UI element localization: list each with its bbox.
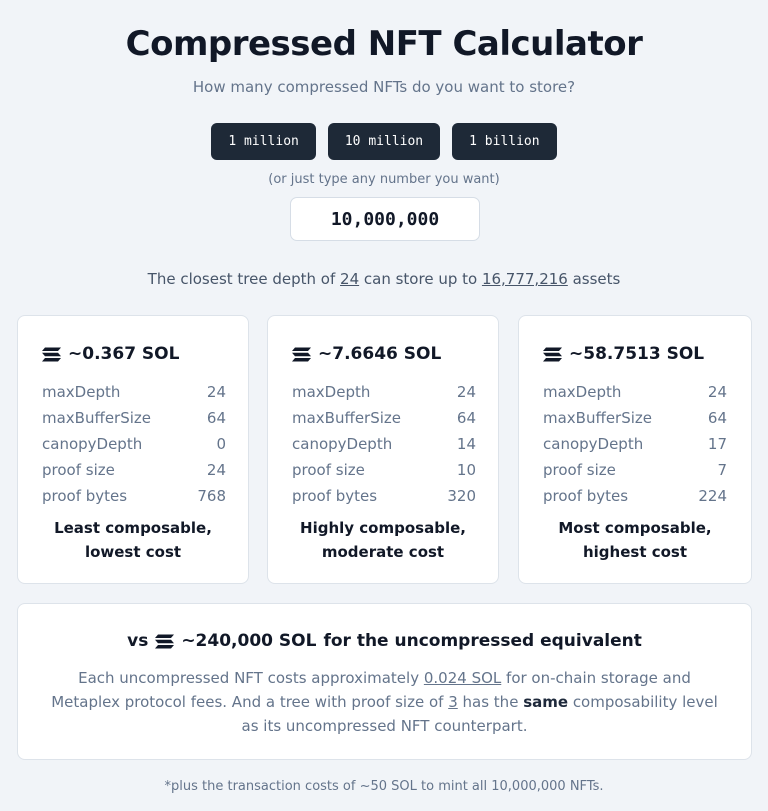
param-row [292,457,476,483]
solana-icon [543,347,562,362]
param-label: maxBufferSize [292,409,401,427]
param-label: maxBufferSize [42,409,151,427]
param-value: 24 [456,383,476,401]
param-value: 24 [707,383,727,401]
param-value: 320 [447,487,476,505]
param-row [292,379,476,405]
card-description-line: Most composable, [558,519,712,537]
vs-label: vs [127,631,149,651]
comparison-suffix: for the uncompressed equivalent [323,631,642,651]
param-value: 24 [206,383,226,401]
comparison-explanation [48,666,721,738]
param-value: 64 [456,409,476,427]
param-label: proof size [543,461,616,479]
uncompressed-cost-value: ~240,000 SOL [181,631,317,651]
comparison-heading [18,631,751,651]
explanation-text: has the [457,693,524,711]
card-description-line: Highly composable, [300,519,466,537]
transaction-cost-footnote: *plus the transaction costs of ~50 SOL to mint all 10,000,000 NFTs. [164,779,604,794]
param-label: canopyDepth [292,435,393,453]
param-row [292,483,476,509]
param-value: 17 [707,435,727,453]
summary-suffix: assets [567,270,621,288]
param-row [292,431,476,457]
tree-params-list [42,379,226,509]
param-label: maxBufferSize [543,409,652,427]
tree-depth-summary [0,270,768,288]
param-label: canopyDepth [42,435,143,453]
per-nft-cost: 0.024 SOL [423,669,502,687]
param-row [42,457,226,483]
tree-params-list [543,379,727,509]
preset-1-million-button[interactable]: 1 million [211,123,315,160]
param-value: 64 [707,409,727,427]
custom-number-hint: (or just type any number you want) [268,172,500,187]
param-label: proof bytes [292,487,378,505]
tree-depth-value: 24 [340,270,360,288]
card-cost-value: ~58.7513 SOL [569,344,705,364]
param-row [543,379,727,405]
card-description [268,516,498,564]
card-cost [543,344,704,364]
param-row [42,483,226,509]
card-description [519,516,751,564]
param-label: proof bytes [543,487,629,505]
param-row [42,379,226,405]
summary-prefix: The closest tree depth of [147,270,341,288]
solana-icon [292,347,311,362]
param-value: 10 [456,461,476,479]
card-cost [42,344,179,364]
param-label: proof size [292,461,365,479]
preset-buttons [0,123,768,160]
param-value: 7 [717,461,727,479]
param-label: maxDepth [292,383,371,401]
param-label: proof bytes [42,487,128,505]
param-label: maxDepth [543,383,622,401]
preset-1-billion-button[interactable]: 1 billion [452,123,556,160]
param-row [543,457,727,483]
tree-option-card-most [518,315,752,584]
solana-icon [155,634,174,649]
param-label: proof size [42,461,115,479]
card-cost-value: ~0.367 SOL [68,344,180,364]
param-value: 768 [197,487,226,505]
card-description-line: moderate cost [321,543,445,561]
param-value: 14 [456,435,476,453]
tree-option-card-highly [267,315,499,584]
param-value: 0 [216,435,226,453]
card-cost-value: ~7.6646 SOL [318,344,442,364]
explanation-text: composability level as its uncompressed NFT counterpart. [241,693,718,735]
param-label: maxDepth [42,383,121,401]
card-description [18,516,248,564]
param-row [42,405,226,431]
tree-capacity-value: 16,777,216 [481,270,568,288]
emphasis-same: same [523,693,569,711]
card-description-line: Least composable, [54,519,212,537]
card-cost [292,344,441,364]
param-row [543,483,727,509]
summary-middle: can store up to [359,270,482,288]
explanation-text: Each uncompressed NFT costs approximately [78,669,424,687]
param-row [543,405,727,431]
card-description-line: highest cost [582,543,688,561]
uncompressed-comparison-card [17,603,752,760]
param-value: 24 [206,461,226,479]
param-value: 224 [698,487,727,505]
preset-10-million-button[interactable]: 10 million [328,123,440,160]
card-description-line: lowest cost [84,543,182,561]
param-row [292,405,476,431]
page-title: Compressed NFT Calculator [125,24,643,64]
param-row [543,431,727,457]
tree-params-list [292,379,476,509]
param-label: canopyDepth [543,435,644,453]
param-value: 64 [206,409,226,427]
explanation-text: for on-chain storage and Metaplex protocol fees. And a tree with proof size of [51,669,691,711]
equivalent-proof-size: 3 [448,693,458,711]
param-row [42,431,226,457]
solana-icon [42,347,61,362]
page-subtitle: How many compressed NFTs do you want to store? [192,78,576,96]
tree-option-card-least [17,315,249,584]
nft-count-input[interactable] [290,197,480,241]
